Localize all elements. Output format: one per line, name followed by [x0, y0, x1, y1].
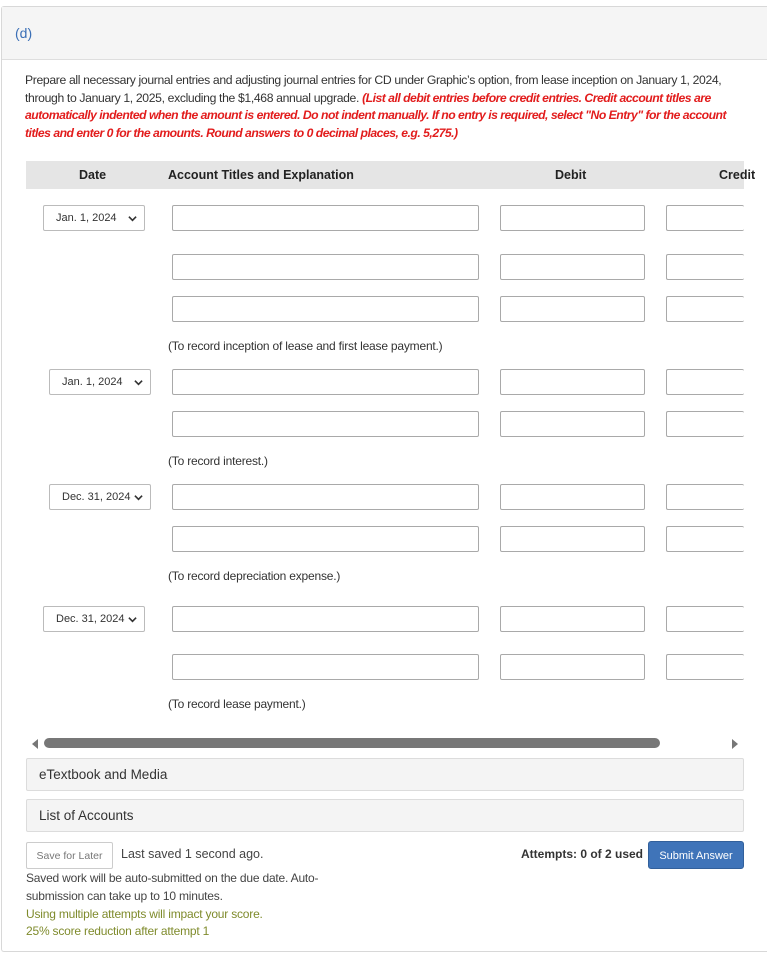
- entry-3-account-2[interactable]: [172, 526, 479, 552]
- entry-1-account-1[interactable]: [172, 205, 479, 231]
- instructions: [25, 72, 747, 142]
- header-credit: Credit: [719, 168, 756, 182]
- chevron-down-icon: [134, 493, 143, 502]
- entry-4-debit-1[interactable]: [500, 606, 645, 632]
- entry-1-credit-3[interactable]: [666, 296, 744, 322]
- entry-1-debit-3[interactable]: [500, 296, 645, 322]
- entry-1-debit-2[interactable]: [500, 254, 645, 280]
- instructions-warning: (List all debit entries before credit entries. Credit account titles are automatically indented when the amount is entered. Do not indent manually. If no entry is required, select "No Entry" for the account titles and enter 0 for the amounts. Round answers to 0 decimal places, e.g. 5,275.): [25, 90, 727, 140]
- header-date: Date: [79, 168, 107, 182]
- entry-4-credit-2[interactable]: [666, 654, 744, 680]
- last-saved-status: Last saved 1 second ago.: [121, 847, 264, 861]
- entry-1-date-select[interactable]: [43, 205, 145, 231]
- panel-header: [2, 7, 767, 60]
- entry-2-date-value: Jan. 1, 2024: [62, 376, 123, 388]
- entry-4-debit-2[interactable]: [500, 654, 645, 680]
- horizontal-scrollbar[interactable]: [26, 737, 744, 751]
- journal-table-header: [26, 161, 756, 189]
- entry-3-note: (To record depreciation expense.): [168, 569, 341, 583]
- entry-2-account-2[interactable]: [172, 411, 479, 437]
- entry-3-account-1[interactable]: [172, 484, 479, 510]
- entry-3-credit-2[interactable]: [666, 526, 744, 552]
- entry-3-date-select[interactable]: [49, 484, 151, 510]
- score-reduction-note: 25% score reduction after attempt 1: [26, 924, 210, 938]
- entry-1-debit-1[interactable]: [500, 205, 645, 231]
- part-label: (d): [15, 25, 33, 41]
- header-debit: Debit: [555, 168, 587, 182]
- entry-2-note: (To record interest.): [168, 454, 268, 468]
- entry-4-credit-1[interactable]: [666, 606, 744, 632]
- entry-3-credit-1[interactable]: [666, 484, 744, 510]
- list-of-accounts-accordion[interactable]: List of Accounts: [26, 799, 744, 832]
- entry-4-date-select[interactable]: [43, 606, 145, 632]
- entry-3-debit-1[interactable]: [500, 484, 645, 510]
- entry-1-credit-1[interactable]: [666, 205, 744, 231]
- autosave-note-line-1: Saved work will be auto-submitted on the due date. Auto-: [26, 871, 319, 885]
- scroll-left-arrow-icon[interactable]: [32, 739, 38, 749]
- entry-3-debit-2[interactable]: [500, 526, 645, 552]
- entry-4-date-value: Dec. 31, 2024: [56, 613, 125, 625]
- entry-1-credit-2[interactable]: [666, 254, 744, 280]
- etextbook-accordion[interactable]: eTextbook and Media: [26, 758, 744, 791]
- entry-1-account-2[interactable]: [172, 254, 479, 280]
- entry-4-account-1[interactable]: [172, 606, 479, 632]
- entry-4-note: (To record lease payment.): [168, 697, 306, 711]
- submit-answer-button[interactable]: Submit Answer: [648, 841, 744, 869]
- entry-1-note: (To record inception of lease and first lease payment.): [168, 339, 443, 353]
- entry-2-date-select[interactable]: [49, 369, 151, 395]
- attempt-warning: Using multiple attempts will impact your score.: [26, 907, 263, 921]
- entry-4-account-2[interactable]: [172, 654, 479, 680]
- scrollbar-thumb[interactable]: [44, 738, 660, 748]
- entry-2-credit-2[interactable]: [666, 411, 744, 437]
- entry-2-debit-2[interactable]: [500, 411, 645, 437]
- chevron-down-icon: [128, 214, 137, 223]
- entry-3-date-value: Dec. 31, 2024: [62, 491, 131, 503]
- instructions-text: Prepare all necessary journal entries and adjusting journal entries for CD under Graphic’s option, from lease inception on January 1, 2024, through to January 1, 2025, excluding the $1,468 annual upgrade.: [25, 73, 722, 105]
- save-for-later-button[interactable]: Save for Later: [26, 842, 113, 869]
- scroll-right-arrow-icon[interactable]: [732, 739, 738, 749]
- entry-1-date-value: Jan. 1, 2024: [56, 212, 117, 224]
- header-account: Account Titles and Explanation: [168, 168, 354, 182]
- entry-2-credit-1[interactable]: [666, 369, 744, 395]
- entry-1-account-3[interactable]: [172, 296, 479, 322]
- autosave-note-line-2: submission can take up to 10 minutes.: [26, 889, 223, 903]
- entry-2-account-1[interactable]: [172, 369, 479, 395]
- chevron-down-icon: [134, 378, 143, 387]
- attempts-counter: Attempts: 0 of 2 used: [521, 847, 644, 861]
- entry-2-debit-1[interactable]: [500, 369, 645, 395]
- chevron-down-icon: [128, 615, 137, 624]
